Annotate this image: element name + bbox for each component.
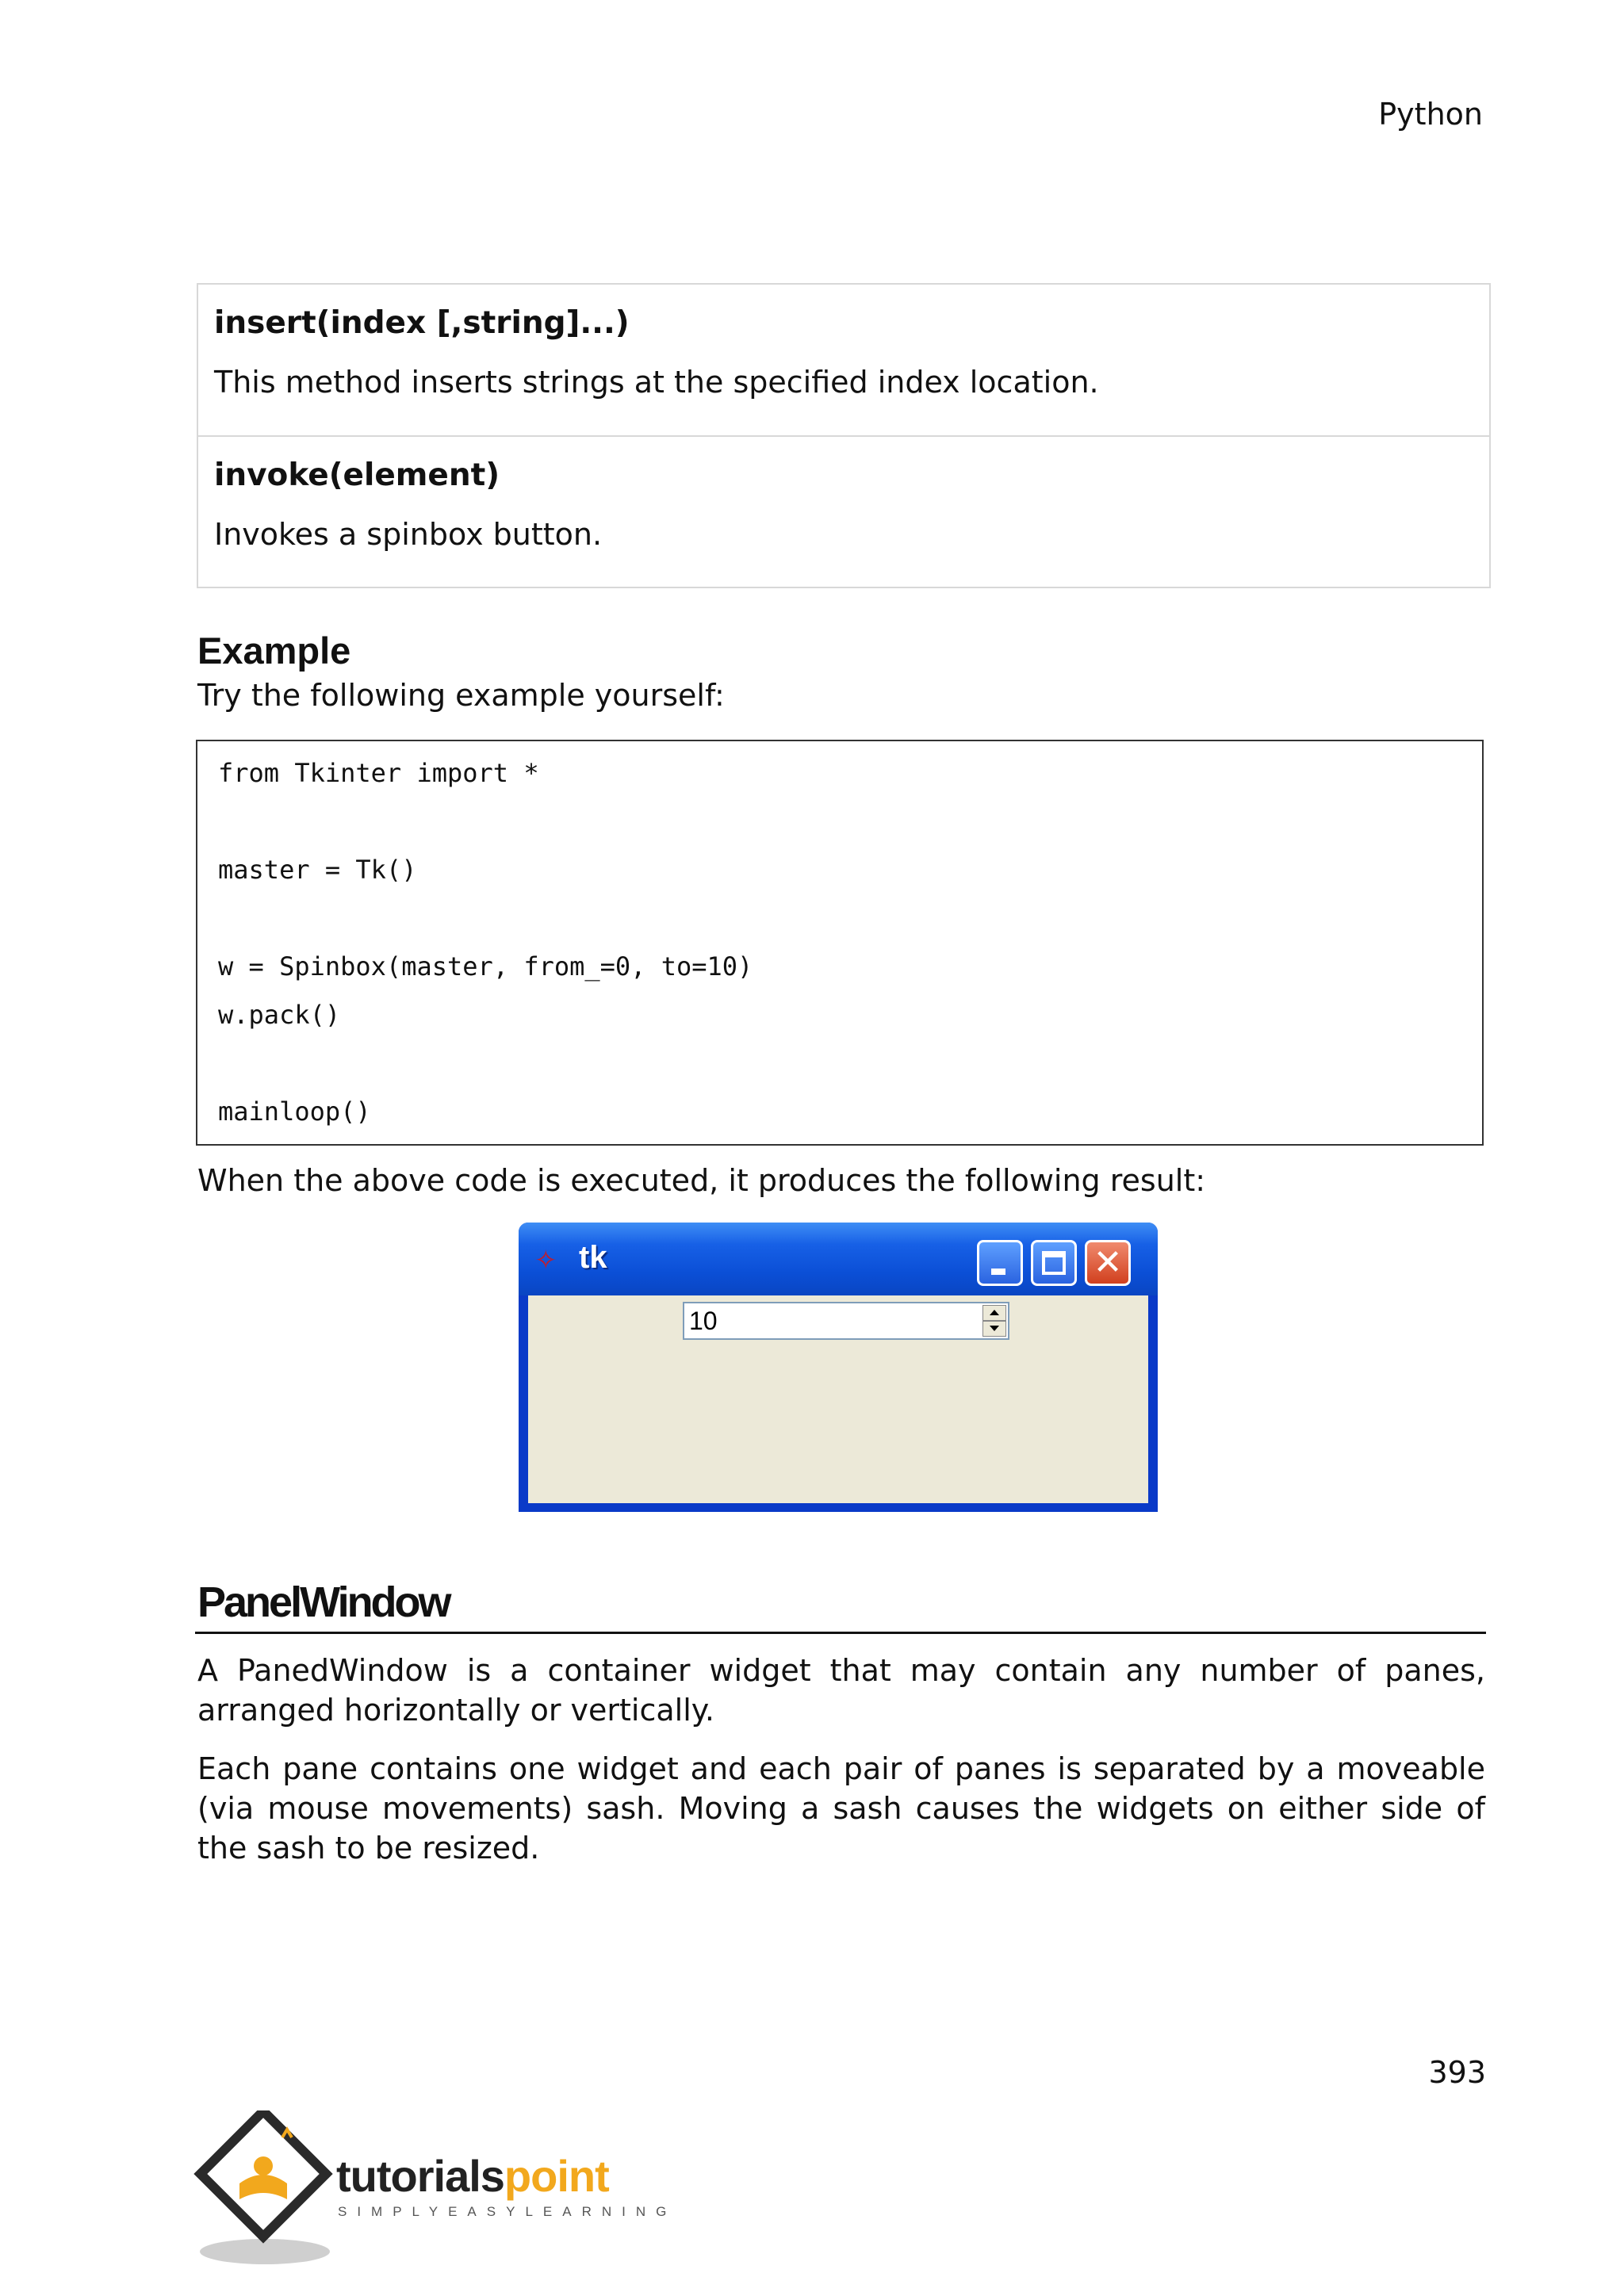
spinbox-arrows[interactable]: [982, 1305, 1006, 1337]
method-row-invoke: [198, 435, 1489, 587]
code-line: master = Tk(): [218, 855, 417, 885]
code-line: w.pack(): [218, 1000, 341, 1030]
paragraph: Each pane contains one widget and each pair of panes is separated by a moveable (via mouse movements) sash. Moving a sash causes the widgets on either side of the sash to be resized.: [197, 1751, 1485, 1866]
code-line: mainloop(): [218, 1096, 371, 1127]
example-intro: Try the following example yourself:: [197, 678, 725, 713]
tk-window-screenshot: [519, 1223, 1158, 1512]
maximize-icon: [1042, 1251, 1066, 1275]
paragraph: A PanedWindow is a container widget that may contain any number of panes, arranged horizontally or vertically.: [197, 1653, 1485, 1728]
code-line: [218, 1047, 1461, 1096]
tutorialspoint-logo: [193, 2110, 685, 2269]
spinbox-value[interactable]: 10: [689, 1307, 718, 1335]
window-title: tk: [579, 1240, 607, 1275]
close-button[interactable]: [1085, 1240, 1131, 1286]
code-line: [218, 806, 1461, 854]
spinbox[interactable]: [683, 1302, 1009, 1340]
method-description: Invokes a spinbox button.: [214, 517, 603, 552]
tk-feather-icon: ✧: [534, 1245, 557, 1276]
method-name: insert(index [,string]...): [214, 305, 630, 341]
logo-wordmark: tutorialspoint: [336, 2151, 609, 2201]
code-line: from Tkinter import *: [218, 758, 539, 788]
panelwindow-heading: PanelWindow: [197, 1578, 450, 1626]
heading-divider: [195, 1632, 1486, 1634]
logo-diamond-icon: [193, 2110, 336, 2269]
code-line: w = Spinbox(master, from_=0, to=10): [218, 951, 753, 982]
maximize-button[interactable]: [1031, 1240, 1077, 1286]
page-header-title: Python: [1378, 97, 1483, 132]
result-caption: When the above code is executed, it produces the following result:: [197, 1163, 1206, 1198]
spinbox-down-arrow-icon[interactable]: [982, 1321, 1006, 1337]
minimize-icon: [991, 1269, 1005, 1275]
close-icon: ✕: [1093, 1242, 1123, 1283]
method-description: This method inserts strings at the specified index location.: [214, 365, 1099, 400]
window-client-area: [528, 1295, 1148, 1503]
logo-tagline: SIMPLYEASYLEARNING: [338, 2204, 677, 2219]
window-titlebar[interactable]: [519, 1223, 1158, 1295]
code-block: [196, 740, 1484, 1146]
method-row-insert: [198, 285, 1489, 435]
code-line: [218, 902, 1461, 951]
example-heading: Example: [197, 629, 351, 672]
methods-table: [197, 283, 1491, 588]
page-number: 393: [1428, 2055, 1486, 2090]
spinbox-up-arrow-icon[interactable]: [982, 1305, 1006, 1321]
method-name: invoke(element): [214, 457, 500, 493]
minimize-button[interactable]: [977, 1240, 1023, 1286]
